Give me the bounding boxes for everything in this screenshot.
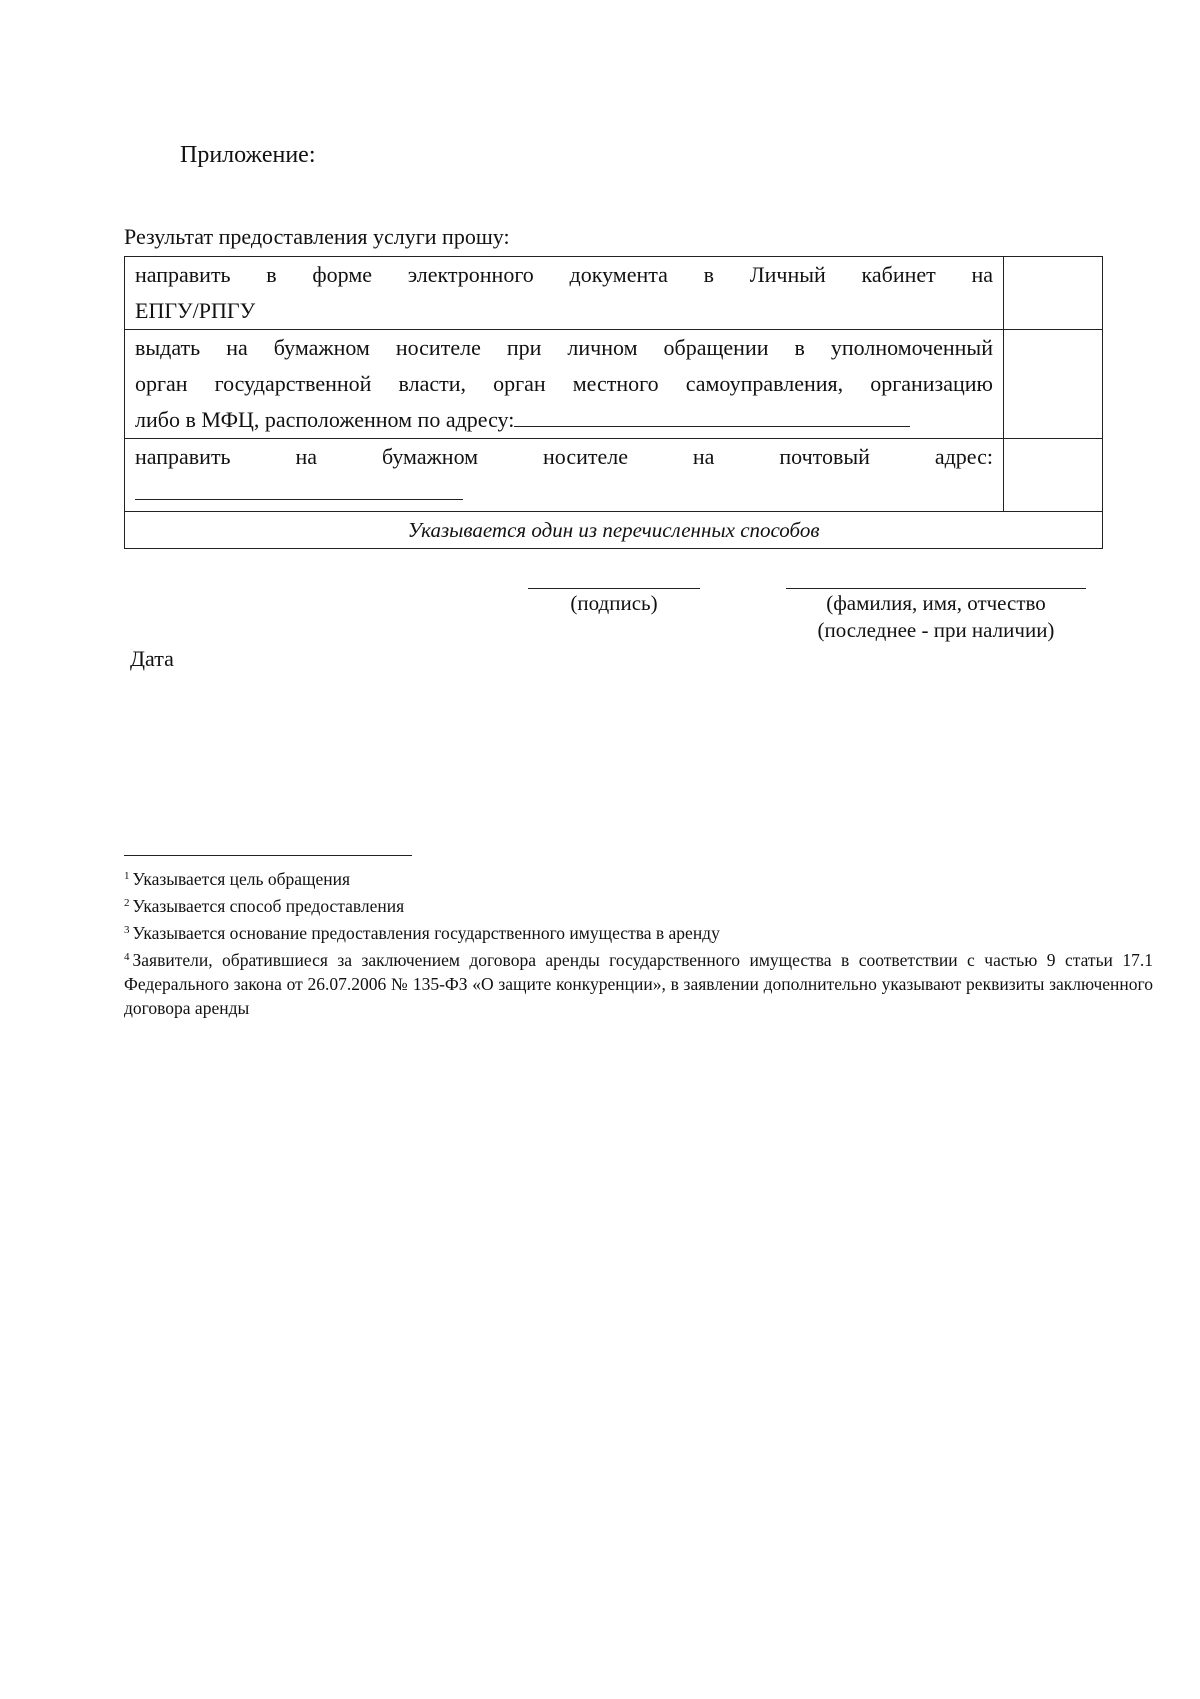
full-name-caption (776, 590, 1096, 644)
option-row-electronic (125, 257, 1103, 330)
option-line: либо в МФЦ, расположенном по адресу: (135, 407, 515, 432)
footnote-separator (124, 855, 412, 856)
date-label: Дата (130, 646, 174, 671)
footnote-number: 4 (124, 951, 130, 963)
appendix-label: Приложение: (180, 142, 316, 168)
options-note: Указывается один из перечисленных способов (125, 512, 1103, 549)
option-line: орган государственной власти, орган местного самоуправления, организацию (135, 371, 993, 396)
option-line: направить в форме электронного документа в Личный кабинет на (135, 262, 993, 287)
option-text (125, 439, 1004, 512)
footnote-text: Указывается основание предоставления государственного имущества в аренду (132, 923, 720, 943)
option-checkbox[interactable] (1004, 330, 1103, 439)
footnote-item (124, 918, 1153, 945)
footnote-number: 2 (124, 897, 130, 909)
full-name-caption-line: (последнее - при наличии) (817, 618, 1055, 642)
address-fill-line[interactable] (514, 402, 910, 427)
delivery-options-table (124, 256, 1103, 549)
option-row-in-person (125, 330, 1103, 439)
option-line: выдать на бумажном носителе при личном обращении в уполномоченный (135, 335, 993, 360)
signature-line[interactable] (528, 588, 700, 589)
footnote-text: Указывается способ предоставления (132, 896, 405, 916)
footnote-text: Указывается цель обращения (132, 869, 351, 889)
footnote-item (124, 945, 1153, 1020)
option-line: направить на бумажном носителе на почтовый адрес: (135, 444, 993, 469)
footnote-text: Заявители, обратившиеся за заключением договора аренды государственного имущества в соответствии с частью 9 статьи 17.1 Федерального закона от 26.07.2006 № 135-ФЗ «О защите конкуренции», в заявлении дополнительно указывают реквизиты заключенного договора аренды (124, 950, 1153, 1018)
option-line: ЕПГУ/РПГУ (135, 298, 256, 323)
full-name-line[interactable] (786, 588, 1086, 589)
postal-address-fill-line[interactable] (135, 475, 463, 500)
footnote-item (124, 864, 1153, 891)
option-checkbox[interactable] (1004, 439, 1103, 512)
option-text (125, 330, 1004, 439)
option-text (125, 257, 1004, 330)
note-row (125, 512, 1103, 549)
footnote-item (124, 891, 1153, 918)
option-checkbox[interactable] (1004, 257, 1103, 330)
footnote-number: 3 (124, 924, 130, 936)
option-row-post (125, 439, 1103, 512)
footnote-number: 1 (124, 870, 130, 882)
signature-caption: (подпись) (570, 591, 658, 615)
full-name-caption-line: (фамилия, имя, отчество (826, 591, 1046, 615)
request-intro: Результат предоставления услуги прошу: (124, 224, 510, 249)
footnotes (124, 864, 1153, 1020)
